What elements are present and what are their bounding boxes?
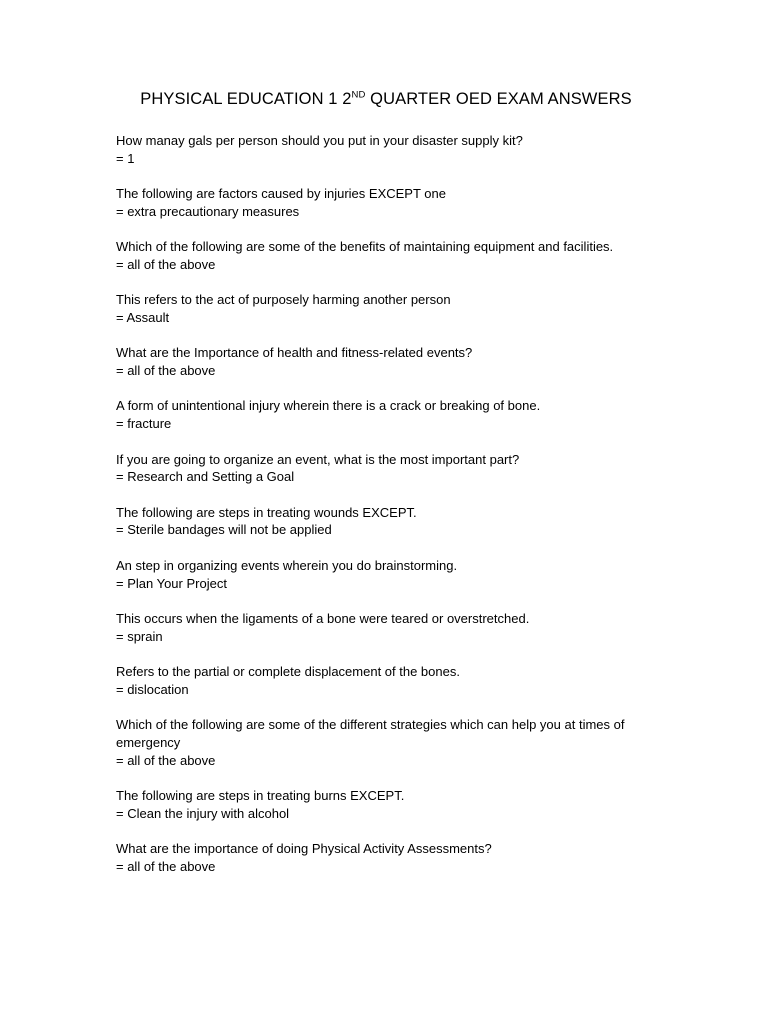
qa-item-1 [116,132,656,168]
qa-item-13 [116,787,656,823]
answer-text: = all of the above [116,256,216,272]
qa-item-10 [116,610,656,646]
answer-text: = all of the above [116,363,216,379]
answer-text: = Research and Setting a Goal [116,469,295,485]
answer-text: = fracture [116,416,172,432]
answer-text: = Plan Your Project [116,575,227,591]
qa-item-6 [116,397,656,433]
title-suffix: QUARTER OED EXAM ANSWERS [365,90,632,108]
question-text: How manay gals per person should you put in your disaster supply kit? [116,133,523,148]
question-text: Refers to the partial or complete displacement of the bones. [116,663,460,679]
question-text: Which of the following are some of the different strategies which can help you at times of emergency [116,717,625,750]
question-text: What are the Importance of health and fitness-related events? [116,345,473,361]
question-text: The following are factors caused by injuries EXCEPT one [116,186,446,202]
qa-item-2 [116,185,656,221]
question-text: The following are steps in treating burns EXCEPT. [116,787,405,803]
question-text: What are the importance of doing Physical Activity Assessments? [116,841,492,857]
qa-item-5 [116,344,656,380]
qa-item-7 [116,451,656,487]
document-page [116,88,656,893]
question-text: A form of unintentional injury wherein there is a crack or breaking of bone. [116,398,541,414]
qa-item-12 [116,716,656,769]
document-title [116,88,656,110]
title-prefix: PHYSICAL EDUCATION 1 2 [140,90,352,108]
question-text: The following are steps in treating wounds EXCEPT. [116,504,417,520]
title-superscript: ND [351,89,366,101]
qa-item-14 [116,840,656,876]
answer-text: = Clean the injury with alcohol [116,805,290,821]
question-text: An step in organizing events wherein you do brainstorming. [116,557,458,573]
question-text: If you are going to organize an event, what is the most important part? [116,451,520,467]
question-text: Which of the following are some of the benefits of maintaining equipment and facilities. [116,239,614,255]
qa-item-8 [116,504,656,540]
question-text: This refers to the act of purposely harming another person [116,292,451,308]
answer-text: = dislocation [116,681,189,697]
answer-text: = extra precautionary measures [116,203,300,219]
answer-text: = sprain [116,628,163,644]
qa-item-11 [116,663,656,699]
answer-text: = Assault [116,310,170,326]
answer-text: = all of the above [116,752,216,768]
answer-text: = 1 [116,150,135,166]
answer-text: = Sterile bandages will not be applied [116,522,332,538]
qa-item-3 [116,238,656,274]
qa-item-4 [116,291,656,327]
answer-text: = all of the above [116,858,216,874]
qa-item-9 [116,557,656,593]
question-text: This occurs when the ligaments of a bone were teared or overstretched. [116,610,530,626]
